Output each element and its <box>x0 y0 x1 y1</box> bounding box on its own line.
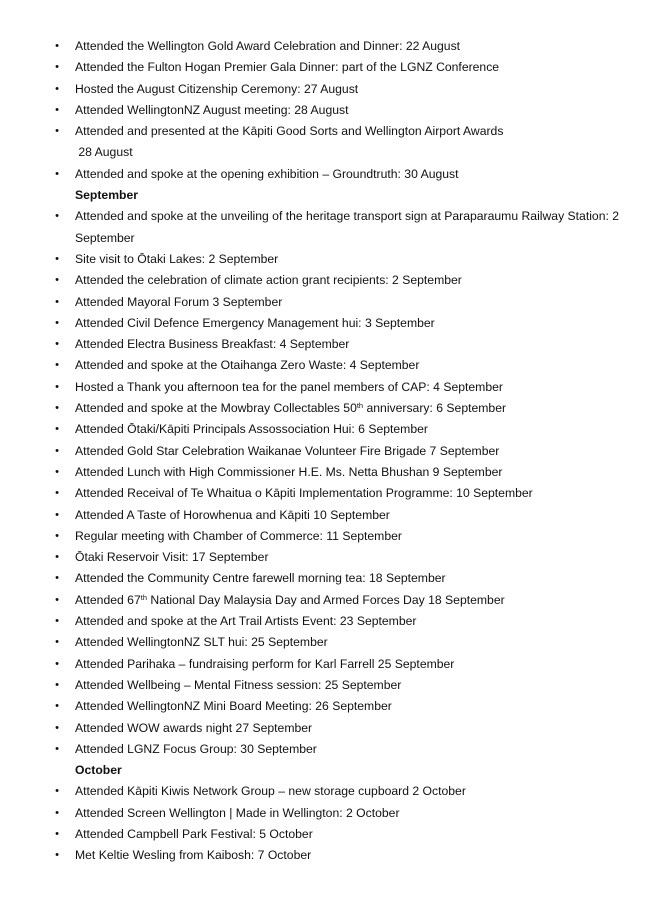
list-item <box>0 483 645 504</box>
ordinal-suffix: th <box>356 401 364 411</box>
list-item <box>0 100 645 121</box>
bullet-icon: • <box>55 402 59 415</box>
list-item-text-part: National Day Malaysia Day and Armed Forces Day 18 September <box>147 592 505 607</box>
bullet-icon: • <box>55 465 59 478</box>
bullet-icon: • <box>55 423 59 436</box>
bullet-icon: • <box>55 827 59 840</box>
bullet-icon: • <box>55 82 59 95</box>
list-item-text: Met Keltie Wesling from Kaibosh: 7 October <box>75 848 312 863</box>
list-item <box>0 79 645 100</box>
bullet-icon: • <box>55 380 59 393</box>
list-item-text: 28 August <box>75 145 133 160</box>
bullet-icon: • <box>55 721 59 734</box>
list-item <box>0 36 645 57</box>
list-item-text: Attended Mayoral Forum 3 September <box>75 294 283 309</box>
section-heading-text: September <box>75 188 138 203</box>
bullet-icon: • <box>55 551 59 564</box>
list-item <box>0 824 645 845</box>
section-heading <box>0 185 645 206</box>
list-item-text: Attended Receival of Te Whaitua o Kāpiti Implementation Programme: 10 September <box>75 486 533 501</box>
bullet-icon: • <box>55 487 59 500</box>
list-item <box>0 462 645 483</box>
list-item-text <box>75 590 505 611</box>
list-item <box>0 206 645 227</box>
list-item-text: Attended Kāpiti Kiwis Network Group – new storage cupboard 2 October <box>75 784 466 799</box>
list-item <box>0 739 645 760</box>
list-item-text: Attended and presented at the Kāpiti Good Sorts and Wellington Airport Awards <box>75 124 504 139</box>
list-item-text: Attended the Fulton Hogan Premier Gala Dinner: part of the LGNZ Conference <box>75 60 500 75</box>
list-item-continuation <box>0 228 645 249</box>
bullet-icon: • <box>55 742 59 755</box>
ordinal-suffix: th <box>140 592 147 602</box>
list-item <box>0 164 645 185</box>
bullet-icon: • <box>55 785 59 798</box>
list-item-text: Ōtaki Reservoir Visit: 17 September <box>75 550 269 565</box>
list-item-text: Attended Civil Defence Emergency Management hui: 3 September <box>75 315 435 330</box>
bullet-icon: • <box>55 508 59 521</box>
list-item <box>0 632 645 653</box>
bullet-icon: • <box>55 316 59 329</box>
list-item <box>0 121 645 142</box>
list-item-text: Attended Campbell Park Festival: 5 October <box>75 826 313 841</box>
list-item-text: Attended and spoke at the opening exhibition – Groundtruth: 30 August <box>75 166 459 181</box>
list-item <box>0 419 645 440</box>
list-item <box>0 675 645 696</box>
list-item-text: Attended WellingtonNZ Mini Board Meeting: 26 September <box>75 699 392 714</box>
bullet-icon: • <box>55 210 59 223</box>
bullet-icon: • <box>55 295 59 308</box>
list-item-text-part: anniversary: 6 September <box>363 401 507 416</box>
bullet-icon: • <box>55 167 59 180</box>
list-item <box>0 568 645 589</box>
list-item-text: Attended A Taste of Horowhenua and Kāpiti 10 September <box>75 507 390 522</box>
list-item <box>0 355 645 376</box>
list-item <box>0 292 645 313</box>
list-item-text-part: Attended 67 <box>75 592 141 607</box>
list-item-text: Attended WellingtonNZ SLT hui: 25 September <box>75 635 328 650</box>
section-heading-text: October <box>75 763 122 778</box>
list-item-text: Attended the celebration of climate action grant recipients: 2 September <box>75 273 462 288</box>
list-item-text: Attended and spoke at the unveiling of the heritage transport sign at Paraparaumu Railway Station: 2 <box>75 209 620 224</box>
list-item-text <box>75 398 506 419</box>
bullet-icon: • <box>55 359 59 372</box>
bullet-icon: • <box>55 636 59 649</box>
bullet-icon: • <box>55 40 59 52</box>
list-item <box>0 334 645 355</box>
list-item <box>0 547 645 568</box>
list-item-text: Regular meeting with Chamber of Commerce: 11 September <box>75 528 402 543</box>
bullet-icon: • <box>55 125 59 138</box>
bullet-icon: • <box>55 529 59 542</box>
bullet-icon: • <box>55 252 59 265</box>
bullet-icon: • <box>55 274 59 287</box>
list-item-text: Attended and spoke at the Otaihanga Zero Waste: 4 September <box>75 358 420 373</box>
list-item-text: Attended Parihaka – fundraising perform for Karl Farrell 25 September <box>75 656 455 671</box>
list-item <box>0 505 645 526</box>
list-item-text: September <box>75 230 135 245</box>
list-item <box>0 845 645 866</box>
list-item-text: Attended Electra Business Breakfast: 4 September <box>75 337 350 352</box>
bullet-icon: • <box>55 593 59 606</box>
list-item-text: Attended Ōtaki/Kāpiti Principals Assossociation Hui: 6 September <box>75 422 428 437</box>
bullet-icon: • <box>55 678 59 691</box>
list-item-text-part: Attended and spoke at the Mowbray Collectables 50 <box>75 401 357 416</box>
list-item-text: Attended Gold Star Celebration Waikanae Volunteer Fire Brigade 7 September <box>75 443 500 458</box>
bullet-icon: • <box>55 103 59 116</box>
list-item <box>0 377 645 398</box>
bullet-icon: • <box>55 61 59 74</box>
bullet-icon: • <box>55 338 59 351</box>
list-item <box>0 249 645 270</box>
list-item <box>0 803 645 824</box>
list-item-text: Attended and spoke at the Art Trail Artists Event: 23 September <box>75 614 417 629</box>
bullet-icon: • <box>55 849 59 862</box>
list-item <box>0 781 645 802</box>
bullet-icon: • <box>55 657 59 670</box>
list-item-text: Attended LGNZ Focus Group: 30 September <box>75 741 317 756</box>
bullet-icon: • <box>55 615 59 628</box>
document-page <box>0 36 645 867</box>
activity-list <box>0 36 645 867</box>
list-item <box>0 398 645 419</box>
list-item <box>0 718 645 739</box>
list-item-text: Hosted a Thank you afternoon tea for the panel members of CAP: 4 September <box>75 379 503 394</box>
list-item-text: Attended the Wellington Gold Award Celebration and Dinner: 22 August <box>75 39 461 53</box>
list-item-text: Attended Screen Wellington | Made in Wellington: 2 October <box>75 805 400 820</box>
list-item-text: Attended Wellbeing – Mental Fitness session: 25 September <box>75 677 402 692</box>
bullet-icon: • <box>55 572 59 585</box>
list-item-text: Attended Lunch with High Commissioner H.E. Ms. Netta Bhushan 9 September <box>75 464 503 479</box>
list-item <box>0 590 645 611</box>
list-item <box>0 526 645 547</box>
bullet-icon: • <box>55 806 59 819</box>
list-item <box>0 57 645 78</box>
list-item-text: Hosted the August Citizenship Ceremony: 27 August <box>75 81 359 96</box>
bullet-icon: • <box>55 700 59 713</box>
list-item <box>0 611 645 632</box>
list-item-continuation <box>0 142 645 163</box>
list-item <box>0 654 645 675</box>
section-heading <box>0 760 645 781</box>
list-item-text: Attended WellingtonNZ August meeting: 28 August <box>75 102 349 117</box>
list-item-text: Attended WOW awards night 27 September <box>75 720 313 735</box>
list-item <box>0 313 645 334</box>
list-item <box>0 270 645 291</box>
list-item-text: Attended the Community Centre farewell morning tea: 18 September <box>75 571 446 586</box>
list-item <box>0 441 645 462</box>
list-item-text: Site visit to Ōtaki Lakes: 2 September <box>75 251 279 266</box>
list-item <box>0 696 645 717</box>
bullet-icon: • <box>55 444 59 457</box>
